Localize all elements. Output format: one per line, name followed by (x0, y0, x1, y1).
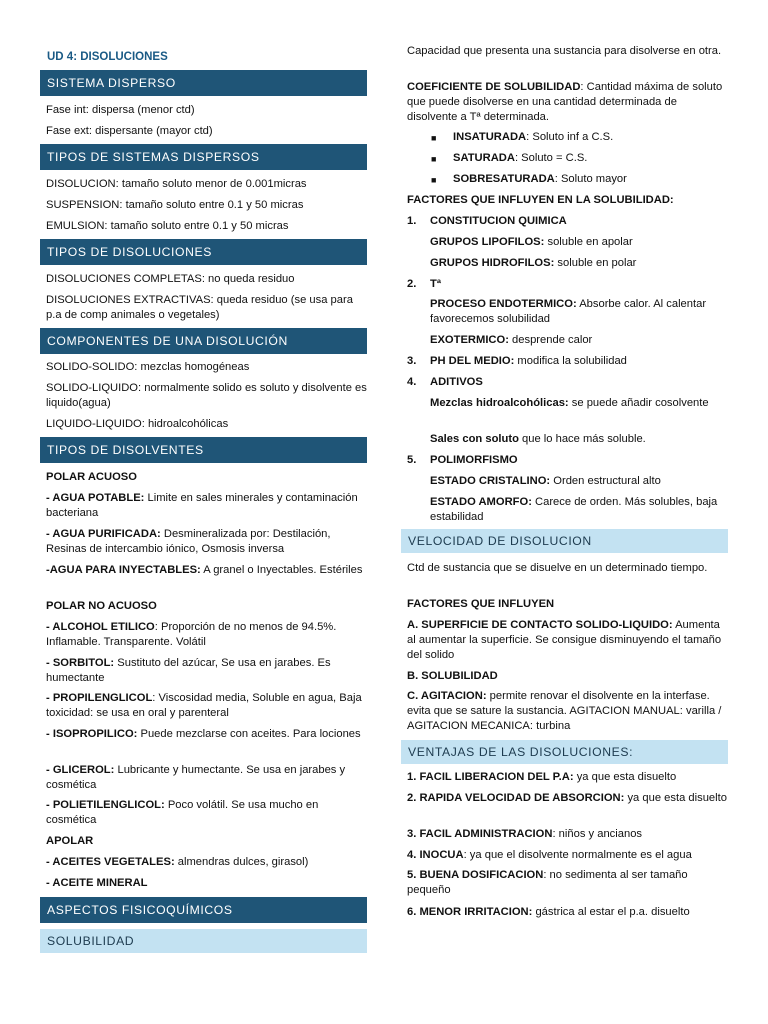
text-line: EMULSION: tamaño soluto entre 0.1 y 50 micras (46, 220, 289, 232)
factor-detail: GRUPOS HIDROFILOS: soluble en polar (430, 257, 637, 269)
list-number: 2. (407, 278, 417, 290)
list-item: - PROPILENGLICOL: Viscosidad media, Soluble en agua, Baja toxicidad: se usa en oral y parenteral (46, 692, 362, 719)
factor-heading: CONSTITUCION QUIMICA (430, 215, 567, 227)
factor-heading: POLIMORFISMO (430, 454, 518, 466)
factor-detail: ESTADO CRISTALINO: Orden estructural alto (430, 475, 661, 487)
factor-detail: Sales con soluto que lo hace más soluble. (430, 433, 646, 445)
section-header-tipos-sistemas: TIPOS DE SISTEMAS DISPERSOS (40, 144, 367, 170)
factor-heading: PH DEL MEDIO: modifica la solubilidad (430, 355, 627, 367)
list-item: SOBRESATURADA: Soluto mayor (453, 173, 627, 185)
list-number: 4. (407, 376, 417, 388)
section-header-tipos-disoluciones: TIPOS DE DISOLUCIONES (40, 239, 367, 265)
factor-heading: Tª (430, 278, 441, 290)
text-line: SUSPENSION: tamaño soluto entre 0.1 y 50 micras (46, 199, 304, 211)
factores-title: FACTORES QUE INFLUYEN EN LA SOLUBILIDAD: (407, 194, 674, 206)
list-item: - ALCOHOL ETILICO: Proporción de no menos de 94.5%. Inflamable. Transparente. Volátil (46, 621, 337, 648)
list-item: - ACEITES VEGETALES: almendras dulces, girasol) (46, 856, 309, 868)
subheading-apolar: APOLAR (46, 835, 94, 847)
subheading-polar-acuoso: POLAR ACUOSO (46, 471, 137, 483)
section-header-componentes: COMPONENTES DE UNA DISOLUCIÓN (40, 328, 367, 354)
text-line: Capacidad que presenta una sustancia para disolverse en otra. (407, 45, 722, 57)
ventaja-item: 2. RAPIDA VELOCIDAD DE ABSORCION: ya que esta disuelto (407, 792, 727, 804)
section-header-tipos-disolventes: TIPOS DE DISOLVENTES (40, 437, 367, 463)
text-line: DISOLUCIONES EXTRACTIVAS: queda residuo (se usa para p.a de comp animales o vegetales) (46, 294, 353, 321)
list-number: 5. (407, 454, 417, 466)
text-line: LIQUIDO-LIQUIDO: hidroalcohólicas (46, 418, 229, 430)
text-line: Ctd de sustancia que se disuelve en un determinado tiempo. (407, 562, 708, 574)
bullet-icon: ■ (431, 154, 437, 164)
section-header-sistema-disperso: SISTEMA DISPERSO (40, 70, 367, 96)
text-line: SOLIDO-LIQUIDO: normalmente solido es soluto y disolvente es liquido(agua) (46, 382, 367, 409)
vel-factor: C. AGITACION: permite renovar el disolvente en la interfase. evita que se sature la sustancia. AGITACION MANUAL: varilla / AGITACION MECANICA: turbina (407, 690, 722, 732)
text-line: DISOLUCIONES COMPLETAS: no queda residuo (46, 273, 295, 285)
ventaja-item: 3. FACIL ADMINISTRACION: niños y ancianos (407, 828, 643, 840)
factor-detail: GRUPOS LIPOFILOS: soluble en apolar (430, 236, 633, 248)
subsection-header-ventajas: VENTAJAS DE LAS DISOLUCIONES: (401, 740, 728, 764)
factor-detail: Mezclas hidroalcohólicas: se puede añadir cosolvente (430, 397, 709, 409)
vel-factor: A. SUPERFICIE DE CONTACTO SOLIDO-LIQUIDO: Aumenta al aumentar la superficie. Se consigue disminuyendo el tamaño del solido (407, 619, 722, 661)
section-header-aspectos: ASPECTOS FISICOQUÍMICOS (40, 897, 367, 923)
factor-detail: PROCESO ENDOTERMICO: Absorbe calor. Al calentar favorecemos solubilidad (430, 298, 707, 325)
factor-detail: EXOTERMICO: desprende calor (430, 334, 593, 346)
factor-detail: ESTADO AMORFO: Carece de orden. Más solubles, baja estabilidad (430, 496, 718, 523)
bullet-icon: ■ (431, 175, 437, 185)
list-item: SATURADA: Soluto = C.S. (453, 152, 588, 164)
list-item: - AGUA PURIFICADA: Desmineralizada por: Destilación, Resinas de intercambio iónico, Osmosis inversa (46, 528, 331, 555)
list-item: INSATURADA: Soluto inf a C.S. (453, 131, 614, 143)
ventaja-item: 1. FACIL LIBERACION DEL P.A: ya que esta disuelto (407, 771, 677, 783)
subheading-polar-no-acuoso: POLAR NO ACUOSO (46, 600, 157, 612)
subsection-header-solubilidad: SOLUBILIDAD (40, 929, 367, 953)
bullet-icon: ■ (431, 133, 437, 143)
vel-factor: B. SOLUBILIDAD (407, 670, 498, 682)
subsection-header-velocidad: VELOCIDAD DE DISOLUCION (401, 529, 728, 553)
text-line: Fase ext: dispersante (mayor ctd) (46, 125, 213, 137)
text-line: SOLIDO-SOLIDO: mezclas homogéneas (46, 361, 250, 373)
vel-factores-title: FACTORES QUE INFLUYEN (407, 598, 555, 610)
text-line: DISOLUCION: tamaño soluto menor de 0.001micras (46, 178, 307, 190)
list-item: - GLICEROL: Lubricante y humectante. Se usa en jarabes y cosmética (46, 764, 346, 791)
list-item: - POLIETILENGLICOL: Poco volátil. Se usa mucho en cosmética (46, 799, 319, 826)
list-item: - SORBITOL: Sustituto del azúcar, Se usa en jarabes. Es humectante (46, 657, 331, 684)
list-number: 1. (407, 215, 417, 227)
coeficiente-definition: COEFICIENTE DE SOLUBILIDAD: Cantidad máxima de soluto que puede disolverse en una cantidad determinada de disolvente a Tª determinada. (407, 81, 723, 123)
list-item: - ACEITE MINERAL (46, 877, 148, 889)
list-item: - AGUA POTABLE: Limite en sales minerales y contaminación bacteriana (46, 492, 358, 519)
list-number: 3. (407, 355, 417, 367)
ventaja-item: 5. BUENA DOSIFICACION: no sedimenta al ser tamaño pequeño (407, 869, 688, 896)
text-line: Fase int: dispersa (menor ctd) (46, 104, 195, 116)
ventaja-item: 6. MENOR IRRITACION: gástrica al estar el p.a. disuelto (407, 906, 690, 918)
unit-title: UD 4: DISOLUCIONES (47, 51, 168, 63)
factor-heading: ADITIVOS (430, 376, 483, 388)
ventaja-item: 4. INOCUA: ya que el disolvente normalmente es el agua (407, 849, 692, 861)
list-item: - ISOPROPILICO: Puede mezclarse con aceites. Para lociones (46, 728, 361, 740)
list-item: -AGUA PARA INYECTABLES: A granel o Inyectables. Estériles (46, 564, 363, 576)
